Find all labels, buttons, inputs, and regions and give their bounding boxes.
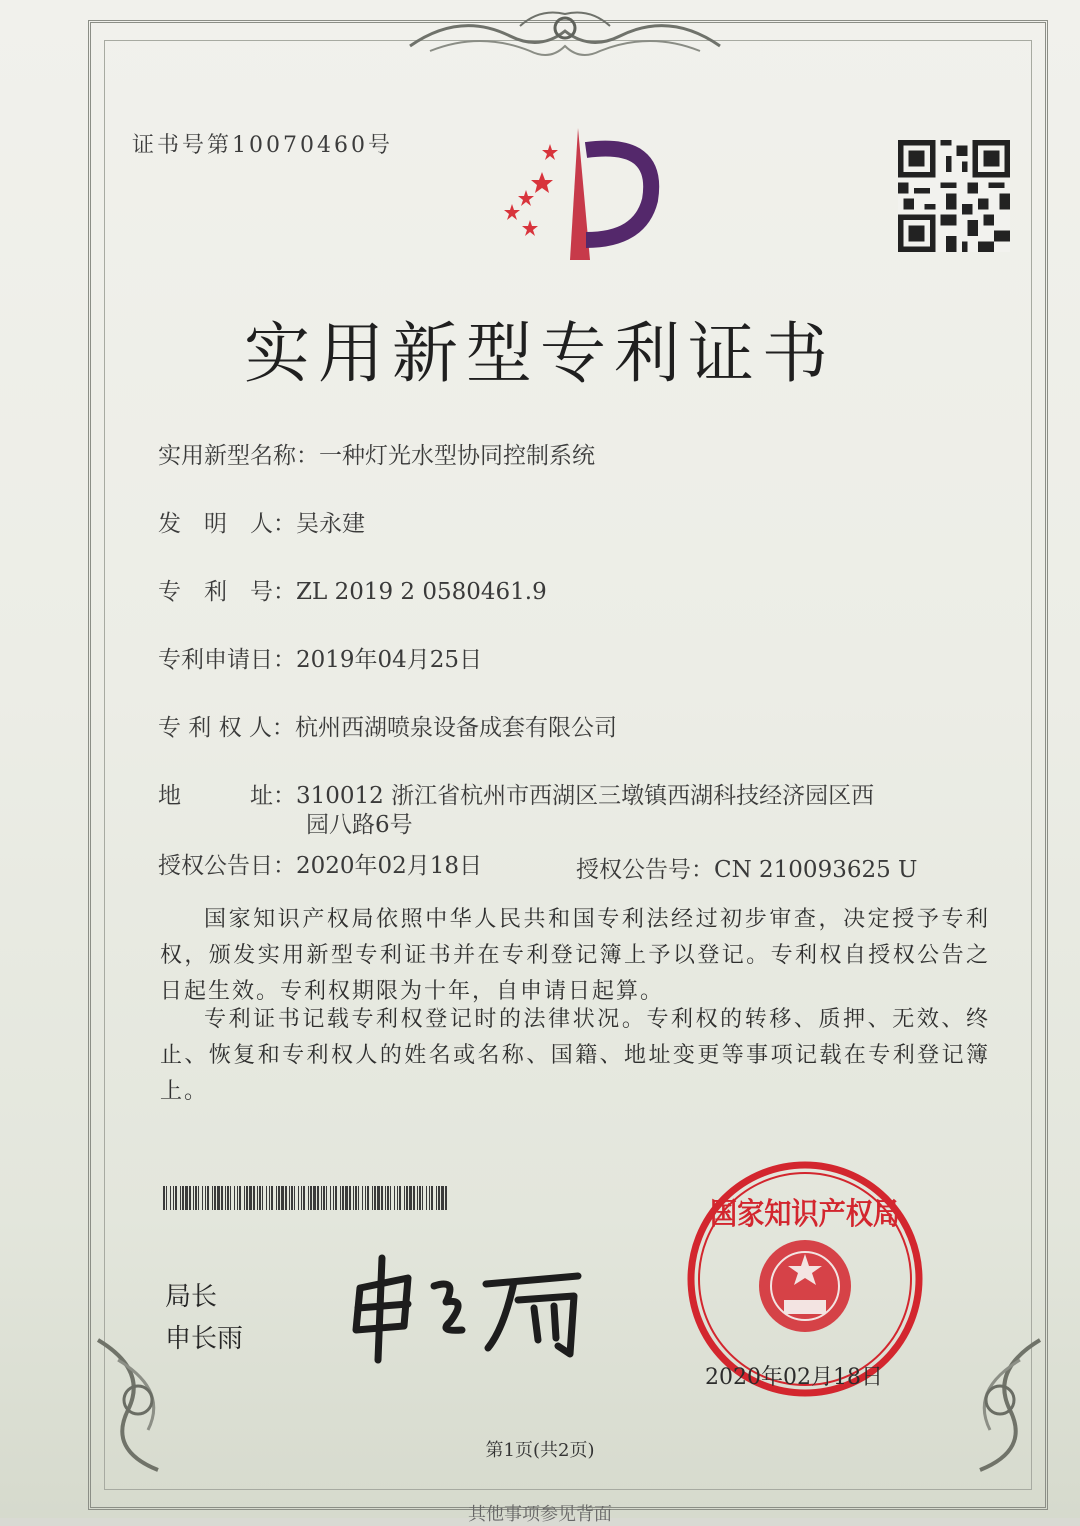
barcode-bar bbox=[237, 1186, 238, 1210]
barcode-bar bbox=[269, 1186, 270, 1210]
barcode-bar bbox=[239, 1186, 241, 1210]
patent-office-logo-icon bbox=[490, 120, 660, 260]
barcode-bar bbox=[345, 1186, 348, 1210]
barcode-bar bbox=[175, 1186, 177, 1210]
barcode-bar bbox=[342, 1186, 344, 1210]
barcode-bar bbox=[303, 1186, 305, 1210]
barcode-bar bbox=[404, 1186, 405, 1210]
barcode-bar bbox=[230, 1186, 231, 1210]
barcode-bar bbox=[301, 1186, 302, 1210]
field-label: 专利申请日： bbox=[158, 647, 296, 673]
barcode-bar bbox=[207, 1186, 209, 1210]
barcode-bar bbox=[234, 1186, 235, 1210]
barcode-bar bbox=[291, 1186, 293, 1210]
barcode-bar bbox=[422, 1186, 423, 1210]
barcode-bar bbox=[227, 1186, 229, 1210]
barcode-bar bbox=[271, 1186, 273, 1210]
handwritten-signature bbox=[338, 1248, 598, 1368]
barcode-bar bbox=[198, 1186, 199, 1210]
field-grant-date bbox=[158, 847, 482, 880]
barcode-bar bbox=[202, 1186, 203, 1210]
barcode-bar bbox=[294, 1186, 295, 1210]
barcode-bar bbox=[313, 1186, 316, 1210]
barcode-bar bbox=[431, 1186, 433, 1210]
barcode-bar bbox=[333, 1186, 334, 1210]
barcode-bar bbox=[377, 1186, 380, 1210]
barcode-bar bbox=[365, 1186, 366, 1210]
page-number: 第1页(共2页) bbox=[485, 1440, 595, 1461]
barcode-bar bbox=[399, 1186, 401, 1210]
field-inventor bbox=[158, 505, 365, 538]
legal-paragraph-1: 国家知识产权局依照中华人民共和国专利法经过初步审查，决定授予专利权，颁发实用新型专利证书并在专利登记簿上予以登记。专利权自授权公告之日起生效。专利权期限为十年，自申请日起算。 bbox=[160, 907, 990, 1004]
barcode-bar bbox=[173, 1186, 174, 1210]
barcode-bar bbox=[438, 1186, 440, 1210]
barcode-bar bbox=[281, 1186, 284, 1210]
barcode-bar bbox=[317, 1186, 319, 1210]
barcode-bar bbox=[321, 1186, 322, 1210]
barcode-bar bbox=[419, 1186, 421, 1210]
field-label: 发 明 人： bbox=[158, 511, 296, 537]
barcode-bar bbox=[349, 1186, 351, 1210]
barcode-bar bbox=[214, 1186, 216, 1210]
barcode-bar bbox=[217, 1186, 220, 1210]
barcode-bar bbox=[445, 1186, 447, 1210]
field-label: 专 利 号： bbox=[158, 579, 296, 605]
barcode-bar bbox=[166, 1186, 167, 1210]
barcode-bar bbox=[417, 1186, 418, 1210]
field-label: 授权公告号： bbox=[576, 857, 714, 883]
barcode-bar bbox=[335, 1186, 337, 1210]
barcode-bar bbox=[289, 1186, 290, 1210]
barcode-icon bbox=[163, 1186, 448, 1210]
barcode-bar bbox=[205, 1186, 206, 1210]
barcode-bar bbox=[429, 1186, 430, 1210]
barcode-bar bbox=[253, 1186, 255, 1210]
barcode-bar bbox=[163, 1186, 165, 1210]
barcode-bar bbox=[372, 1186, 373, 1210]
barcode-bar bbox=[385, 1186, 386, 1210]
barcode-bar bbox=[244, 1186, 245, 1210]
field-value: 2020年02月18日 bbox=[296, 853, 483, 879]
qr-code-icon bbox=[898, 140, 1010, 252]
barcode-bar bbox=[170, 1186, 171, 1210]
seal-date: 2020年02月18日 bbox=[705, 1365, 883, 1390]
field-label: 授权公告日： bbox=[158, 853, 296, 879]
barcode-bar bbox=[221, 1186, 223, 1210]
barcode-bar bbox=[262, 1186, 263, 1210]
field-patentee bbox=[158, 709, 617, 742]
barcode-bar bbox=[182, 1186, 184, 1210]
barcode-bar bbox=[387, 1186, 389, 1210]
seal-text: 国家知识产权局 bbox=[710, 1197, 900, 1232]
barcode-bar bbox=[308, 1186, 309, 1210]
barcode-bar bbox=[298, 1186, 299, 1210]
field-value: 杭州西湖喷泉设备成套有限公司 bbox=[294, 715, 617, 741]
certificate-number: 证书号第10070460号 bbox=[132, 133, 393, 158]
field-model-name bbox=[158, 437, 595, 470]
barcode-bar bbox=[381, 1186, 383, 1210]
certificate-title: 实用新型专利证书 bbox=[244, 315, 836, 392]
barcode-bar bbox=[310, 1186, 312, 1210]
barcode-bar bbox=[358, 1186, 359, 1210]
barcode-bar bbox=[246, 1186, 248, 1210]
field-value: 吴永建 bbox=[296, 511, 365, 537]
field-patent-no bbox=[158, 573, 547, 606]
barcode-bar bbox=[323, 1186, 325, 1210]
barcode-bar bbox=[374, 1186, 376, 1210]
barcode-bar bbox=[266, 1186, 267, 1210]
barcode-bar bbox=[180, 1186, 181, 1210]
barcode-bar bbox=[278, 1186, 280, 1210]
legal-paragraph-2: 专利证书记载专利权登记时的法律状况。专利权的转移、质押、无效、终止、恢复和专利权人的姓名或名称、国籍、地址变更等事项记载在专利登记簿上。 bbox=[160, 1007, 990, 1104]
barcode-bar bbox=[353, 1186, 354, 1210]
barcode-bar bbox=[330, 1186, 331, 1210]
field-filing-date bbox=[158, 641, 482, 674]
signatory-name: 申长雨 bbox=[165, 1324, 244, 1354]
barcode-bar bbox=[367, 1186, 369, 1210]
field-label: 专 利 权 人： bbox=[158, 715, 295, 741]
barcode-bar bbox=[193, 1186, 194, 1210]
barcode-bar bbox=[441, 1186, 444, 1210]
field-grant-no bbox=[576, 851, 917, 884]
barcode-bar bbox=[397, 1186, 398, 1210]
back-note: 其他事项参见背面 bbox=[468, 1504, 612, 1525]
field-value: 2019年04月25日 bbox=[296, 647, 483, 673]
barcode-bar bbox=[362, 1186, 363, 1210]
barcode-bar bbox=[394, 1186, 395, 1210]
top-ornament-icon bbox=[400, 6, 730, 76]
barcode-bar bbox=[285, 1186, 287, 1210]
barcode-bar bbox=[257, 1186, 258, 1210]
field-value: CN 210093625 U bbox=[714, 857, 918, 883]
barcode-bar bbox=[409, 1186, 412, 1210]
barcode-bar bbox=[355, 1186, 357, 1210]
barcode-bar bbox=[276, 1186, 277, 1210]
field-address bbox=[158, 777, 874, 810]
barcode-bar bbox=[413, 1186, 415, 1210]
barcode-bar bbox=[212, 1186, 213, 1210]
barcode-bar bbox=[426, 1186, 427, 1210]
barcode-bar bbox=[340, 1186, 341, 1210]
field-label: 地 址： bbox=[158, 783, 296, 809]
barcode-bar bbox=[249, 1186, 252, 1210]
barcode-bar bbox=[225, 1186, 226, 1210]
signatory-title: 局长 bbox=[165, 1282, 218, 1312]
barcode-bar bbox=[195, 1186, 197, 1210]
field-label: 实用新型名称： bbox=[158, 443, 319, 469]
field-value: 310012 浙江省杭州市西湖区三墩镇西湖科技经济园区西 bbox=[296, 783, 875, 809]
barcode-bar bbox=[436, 1186, 437, 1210]
barcode-bar bbox=[185, 1186, 188, 1210]
field-value: ZL 2019 2 0580461.9 bbox=[296, 579, 547, 605]
barcode-bar bbox=[406, 1186, 408, 1210]
barcode-bar bbox=[259, 1186, 261, 1210]
barcode-bar bbox=[326, 1186, 327, 1210]
barcode-bar bbox=[189, 1186, 191, 1210]
barcode-bar bbox=[390, 1186, 391, 1210]
field-value: 一种灯光水型协同控制系统 bbox=[319, 443, 595, 469]
field-address-line2: 园八路6号 bbox=[306, 812, 413, 838]
